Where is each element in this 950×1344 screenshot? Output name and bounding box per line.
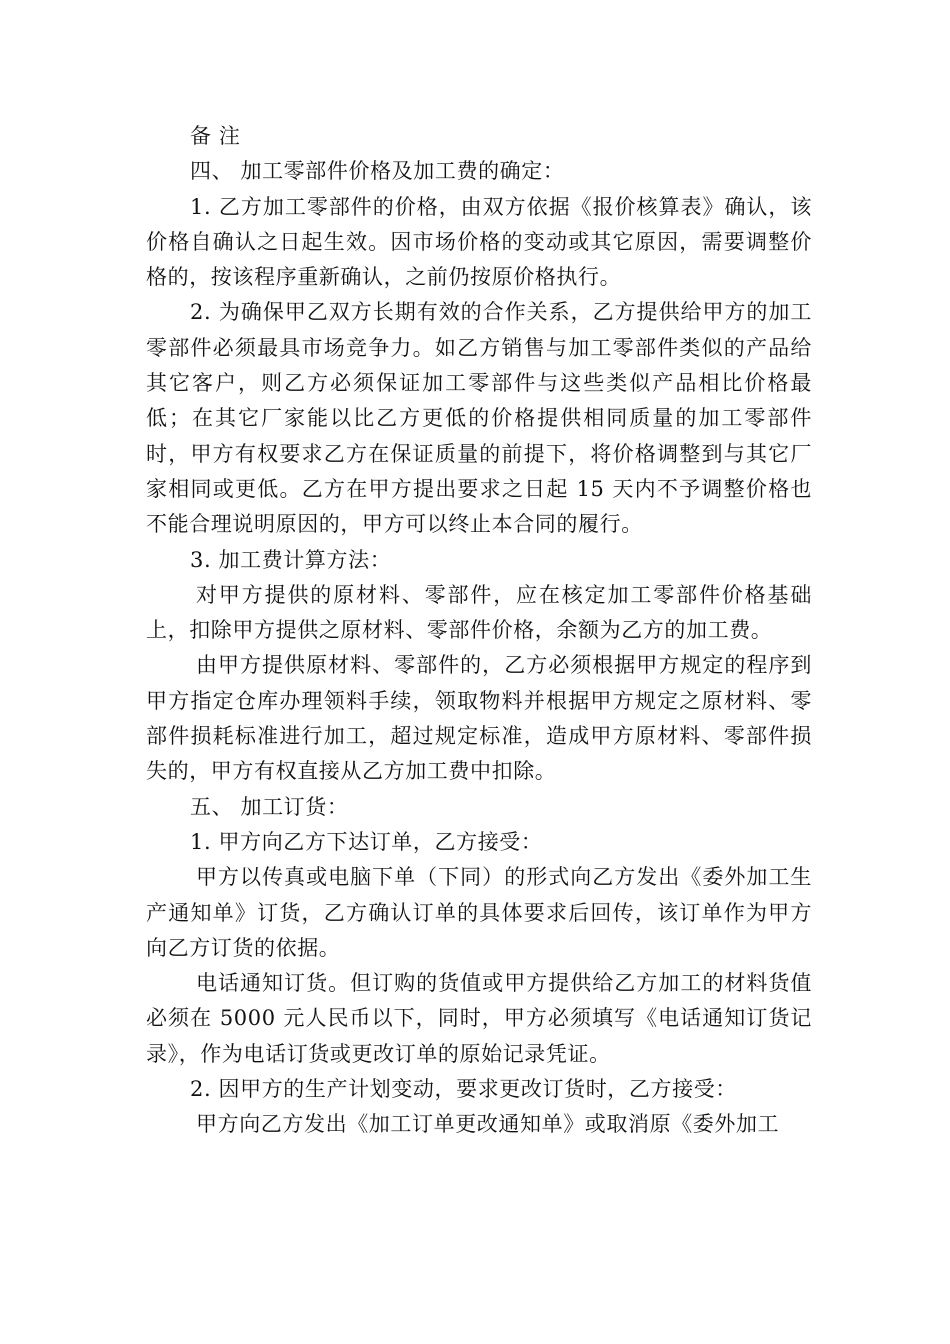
section-5-item-2: 2. 因甲方的生产计划变动，要求更改订货时，乙方接受： <box>190 1077 737 1102</box>
remark-label: 备 注 <box>190 124 241 148</box>
section-5-item-1-paragraph-2: 电话通知订货。但订购的货值或甲方提供给乙方加工的材料货值必须在 5000 元人民币以下，同时，甲方必须填写《电话通知订货记录》，作为电话订货或更改订单的原始记录凭证。 <box>146 971 812 1066</box>
section-4-item-2: 2. 为确保甲乙双方长期有效的合作关系，乙方提供给甲方的加工零部件必须最具市场竞争力。如乙方销售与加工零部件类似的产品给其它客户，则乙方必须保证加工零部件与这些类似产品相比价格最低；在其它厂家能以比乙方更低的价格提供相同质量的加工零部件时，甲方有权要求乙方在保证质量的前提下，将价格调整到与其它厂家相同或更低。乙方在甲方提出要求之日起 15 天内不予调整价格也不能合理说明原因的，甲方可以终止本合同的履行。 <box>146 300 812 537</box>
section-5-item-1: 1. 甲方向乙方下达订单，乙方接受： <box>190 829 543 854</box>
section-4-item-3-paragraph-2: 由甲方提供原材料、零部件的，乙方必须根据甲方规定的程序到甲方指定仓库办理领料手续，领取物料并根据甲方规定之原材料、零部件损耗标准进行加工，超过规定标准，造成甲方原材料、零部件损失的，甲方有权直接从乙方加工费中扣除。 <box>146 653 812 784</box>
section-4-item-3: 3. 加工费计算方法： <box>190 547 392 572</box>
section-5-item-2-paragraph-1: 甲方向乙方发出《加工订单更改通知单》或取消原《委外加工 <box>196 1112 780 1137</box>
section-5-item-1-paragraph-1: 甲方以传真或电脑下单（下同）的形式向乙方发出《委外加工生产通知单》订货，乙方确认订单的具体要求后回传，该订单作为甲方向乙方订货的依据。 <box>146 865 812 960</box>
section-4-item-1: 1. 乙方加工零部件的价格，由双方依据《报价核算表》确认，该价格自确认之日起生效。因市场价格的变动或其它原因，需要调整价格的，按该程序重新确认，之前仍按原价格执行。 <box>146 194 812 290</box>
section-4-item-3-paragraph-1: 对甲方提供的原材料、零部件，应在核定加工零部件价格基础上，扣除甲方提供之原材料、零部件价格，余额为乙方的加工费。 <box>146 582 812 643</box>
document-body <box>146 119 812 1143</box>
section-5-heading: 五、 加工订货： <box>190 794 349 819</box>
section-4-heading: 四、 加工零部件价格及加工费的确定： <box>190 159 565 184</box>
